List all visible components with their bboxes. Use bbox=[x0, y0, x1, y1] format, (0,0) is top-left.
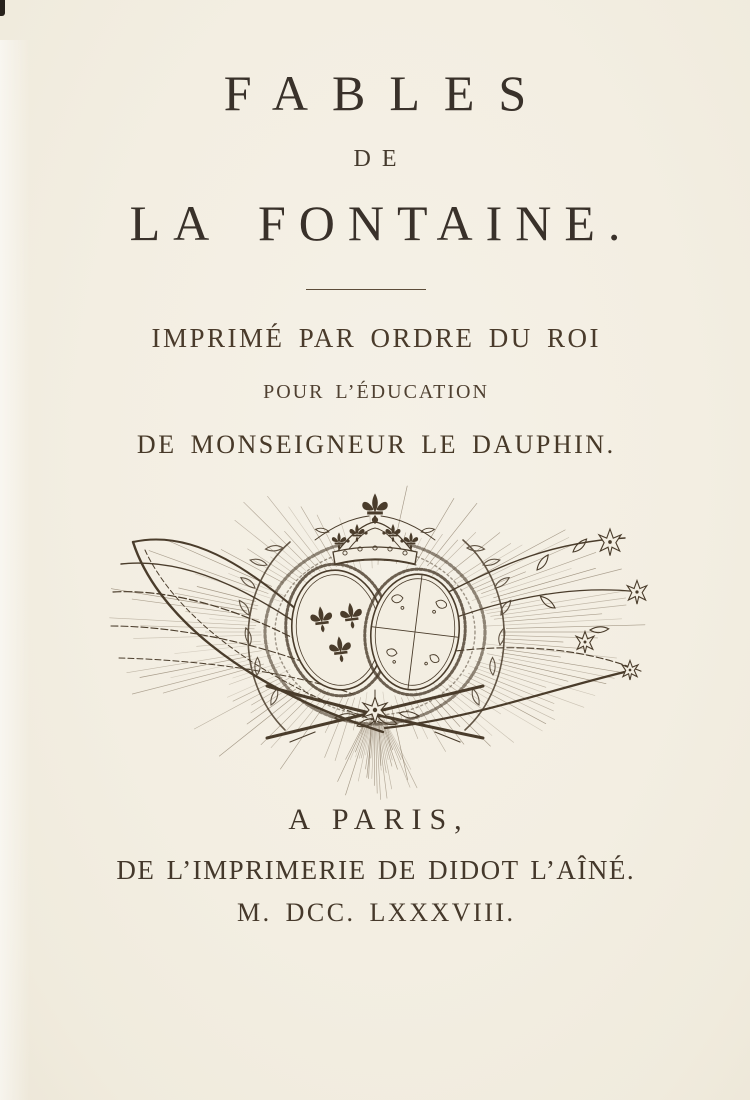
imprint-line-2: POUR L’ÉDUCATION bbox=[263, 381, 489, 403]
title-line-3: LA FONTAINE. bbox=[129, 195, 634, 251]
imprint-line-1: IMPRIMÉ PAR ORDRE DU ROI bbox=[151, 323, 602, 353]
imprint-line-3: DE MONSEIGNEUR LE DAUPHIN. bbox=[136, 430, 616, 459]
divider-rule bbox=[306, 289, 426, 290]
royal-arms-vignette-icon bbox=[85, 480, 665, 810]
scan-corner-mark bbox=[0, 0, 5, 16]
title-line-2: DE bbox=[353, 146, 408, 172]
royal-crown-icon bbox=[332, 493, 418, 565]
colophon-printer: DE L’IMPRIMERIE DE DIDOT L’AÎNÉ. bbox=[116, 855, 636, 885]
colophon-year: M. DCC. LXXXVIII. bbox=[236, 898, 516, 927]
colophon-city: A PARIS, bbox=[288, 803, 470, 836]
title-line-1: FABLES bbox=[223, 65, 551, 121]
